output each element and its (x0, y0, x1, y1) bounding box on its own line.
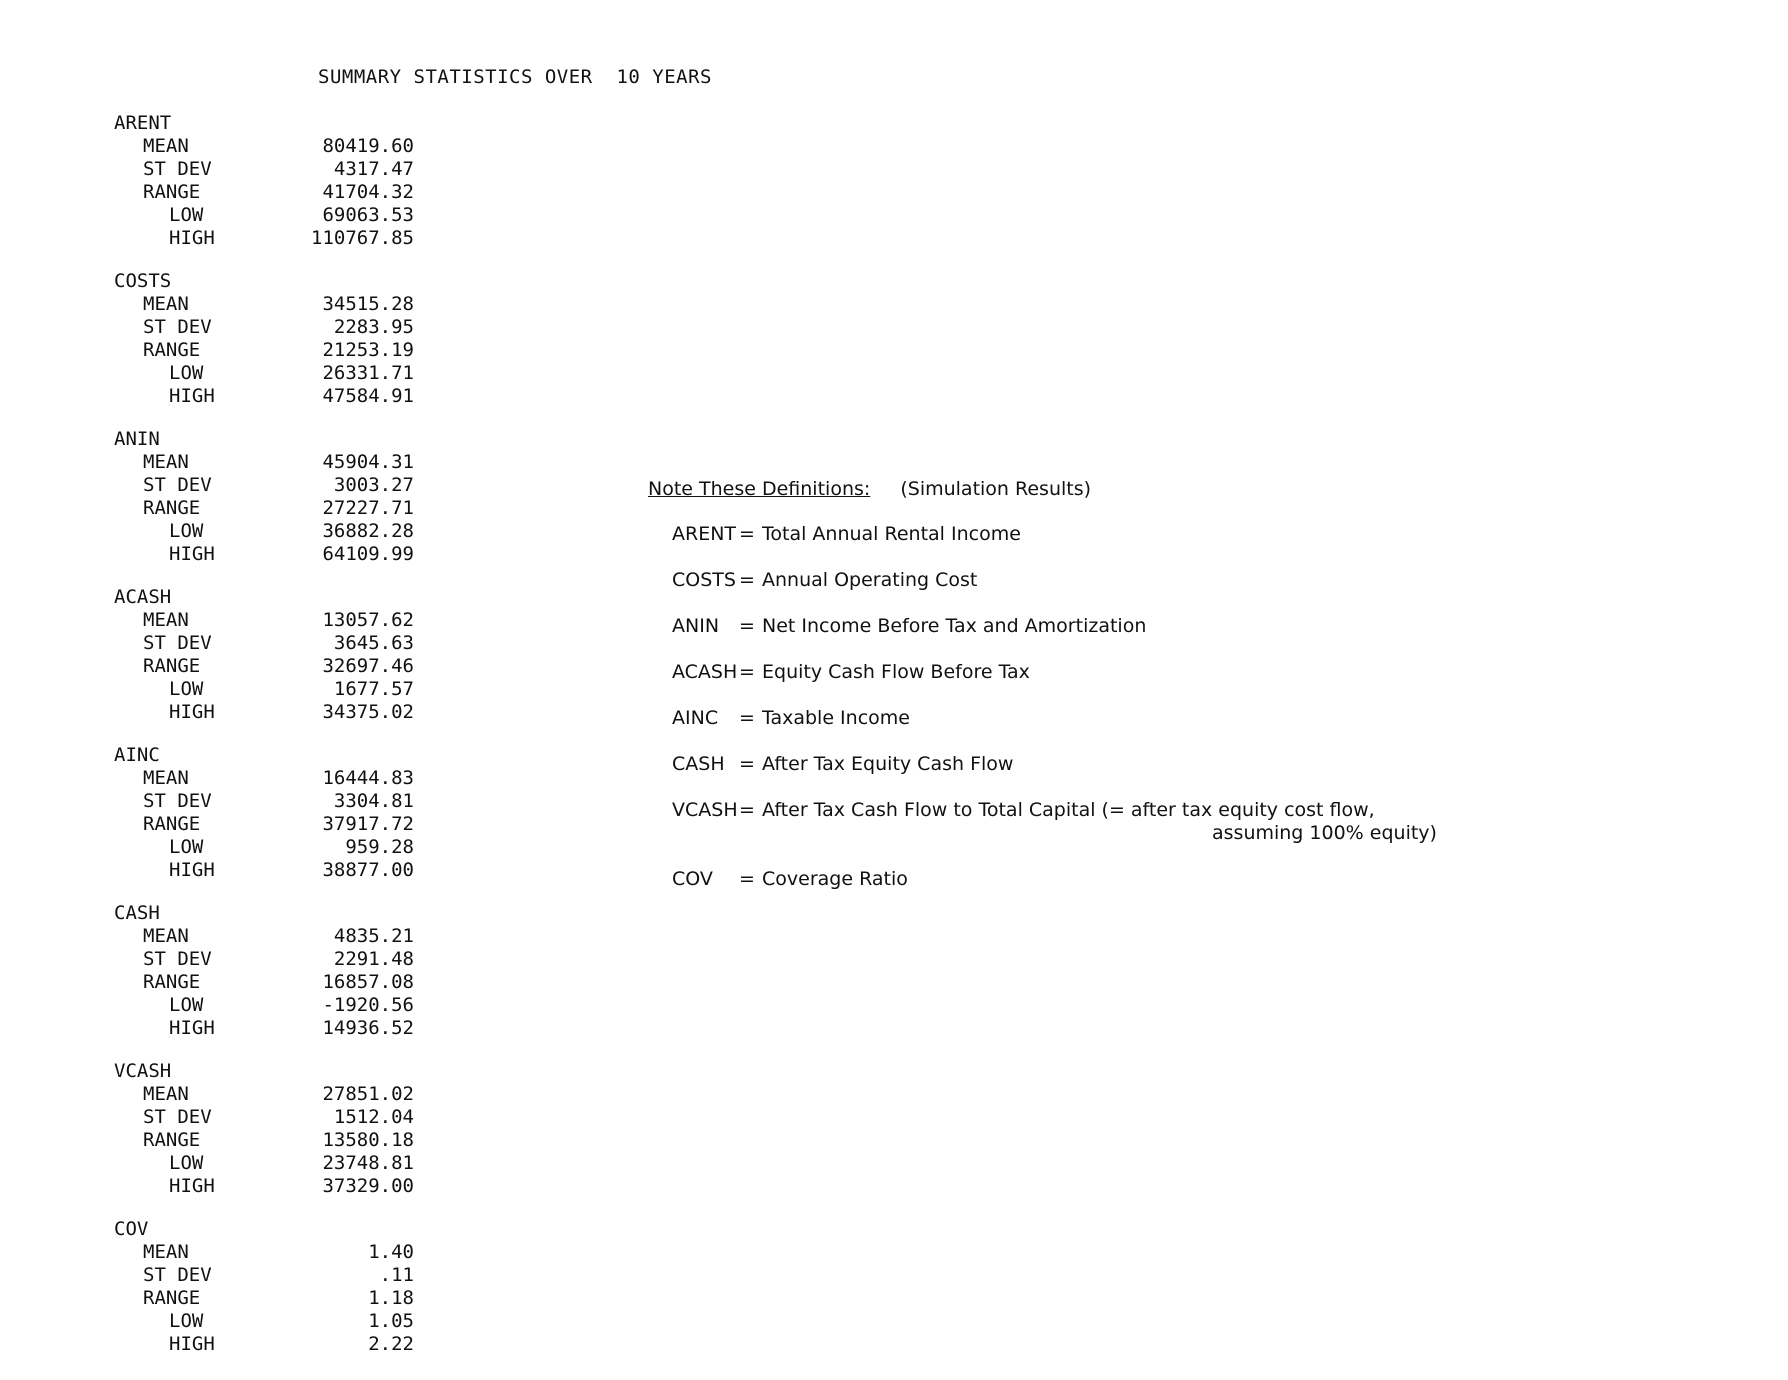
stat-row (114, 1083, 414, 1106)
stat-row (114, 1287, 414, 1310)
stat-value: .11 (379, 1264, 414, 1286)
stat-label: RANGE (143, 971, 201, 993)
definition-abbr: AINC (672, 707, 719, 729)
stat-label: LOW (169, 836, 204, 858)
stat-value: 41704.32 (322, 181, 414, 203)
definition-item (672, 615, 1147, 661)
stat-block (114, 270, 414, 408)
definition-text: Taxable Income (762, 707, 910, 729)
stat-row (114, 451, 414, 474)
stat-row (114, 474, 414, 497)
stat-row (114, 1175, 414, 1198)
stat-label: MEAN (143, 1241, 189, 1263)
stat-value: 2291.48 (333, 948, 414, 970)
stat-row (114, 497, 414, 520)
definition-abbr: CASH (672, 753, 725, 775)
stat-value: 21253.19 (322, 339, 414, 361)
stat-value: 1512.04 (333, 1106, 414, 1128)
stat-row (114, 362, 414, 385)
stat-label: ST DEV (143, 790, 212, 812)
stat-label: LOW (169, 362, 204, 384)
stat-value: 69063.53 (322, 204, 414, 226)
statistics-list (114, 112, 414, 1376)
stat-row (114, 971, 414, 994)
stat-label: ST DEV (143, 474, 212, 496)
definition-abbr: COSTS (672, 569, 736, 591)
stat-value: 47584.91 (322, 385, 414, 407)
stat-block (114, 428, 414, 566)
definition-abbr: ARENT (672, 523, 737, 545)
stat-label: HIGH (169, 1017, 215, 1039)
definition-text: After Tax Equity Cash Flow (762, 753, 1014, 775)
definition-item (672, 753, 1091, 799)
stat-value: 27227.71 (322, 497, 414, 519)
equals-sign: = (739, 615, 755, 637)
stat-row (114, 339, 414, 362)
stat-row (114, 655, 414, 678)
variable-name: ACASH (114, 586, 172, 608)
stat-label: LOW (169, 1152, 204, 1174)
definition-text: Total Annual Rental Income (762, 523, 1021, 545)
stat-value: 2.22 (368, 1333, 414, 1355)
stat-value: 13057.62 (322, 609, 414, 631)
definition-text: Net Income Before Tax and Amortization (762, 615, 1147, 637)
stat-row (114, 948, 414, 971)
stat-label: LOW (169, 204, 204, 226)
definition-item (672, 661, 1091, 707)
stat-label: ST DEV (143, 316, 212, 338)
stat-label: ST DEV (143, 158, 212, 180)
stat-value: 1677.57 (333, 678, 414, 700)
stat-value: 4317.47 (333, 158, 414, 180)
stat-value: 37329.00 (322, 1175, 414, 1197)
definition-abbr: VCASH (672, 799, 738, 821)
variable-name: CASH (114, 902, 160, 924)
stat-label: RANGE (143, 1287, 201, 1309)
stat-row (114, 701, 414, 724)
definition-text-continued: assuming 100% equity) (1212, 822, 1437, 844)
definition-item (672, 799, 1437, 868)
equals-sign: = (739, 523, 755, 545)
stat-label: HIGH (169, 385, 215, 407)
stat-row (114, 632, 414, 655)
stat-value: 27851.02 (322, 1083, 414, 1105)
stat-label: LOW (169, 1310, 204, 1332)
variable-name: AINC (114, 744, 160, 766)
stat-label: RANGE (143, 655, 201, 677)
stat-block (114, 112, 414, 250)
stat-label: HIGH (169, 1175, 215, 1197)
stat-label: RANGE (143, 181, 201, 203)
stat-row (114, 227, 414, 250)
definition-item (672, 707, 1091, 753)
stat-label: ST DEV (143, 632, 212, 654)
equals-sign: = (739, 569, 755, 591)
stat-label: HIGH (169, 543, 215, 565)
stat-row (114, 1241, 414, 1264)
stat-row (114, 1333, 414, 1356)
stat-row (114, 859, 414, 882)
stat-row (114, 181, 414, 204)
stat-row (114, 836, 414, 859)
stat-value: 13580.18 (322, 1129, 414, 1151)
stat-value: 3304.81 (333, 790, 414, 812)
stat-block (114, 586, 414, 724)
stat-block (114, 902, 414, 1040)
definitions-title: Note These Definitions: (648, 478, 871, 500)
definition-item (672, 569, 1091, 615)
stat-row (114, 813, 414, 836)
stat-value: 34515.28 (322, 293, 414, 315)
equals-sign: = (739, 753, 755, 775)
equals-sign: = (739, 707, 755, 729)
stat-row (114, 135, 414, 158)
stat-label: MEAN (143, 451, 189, 473)
stat-row (114, 1152, 414, 1175)
stat-value: 36882.28 (322, 520, 414, 542)
stat-row (114, 790, 414, 813)
stat-row (114, 316, 414, 339)
stat-row (114, 1129, 414, 1152)
stat-label: RANGE (143, 339, 201, 361)
definitions-heading (648, 478, 1091, 500)
stat-block (114, 1218, 414, 1356)
definition-abbr: COV (672, 868, 713, 890)
stat-label: RANGE (143, 1129, 201, 1151)
stat-row (114, 1106, 414, 1129)
stat-value: 32697.46 (322, 655, 414, 677)
stat-value: 2283.95 (333, 316, 414, 338)
stat-value: 1.05 (368, 1310, 414, 1332)
stat-label: LOW (169, 678, 204, 700)
stat-row (114, 994, 414, 1017)
stat-value: 3003.27 (333, 474, 414, 496)
stat-label: ST DEV (143, 1106, 212, 1128)
stat-value: 45904.31 (322, 451, 414, 473)
stat-row (114, 1264, 414, 1287)
stat-value: 110767.85 (311, 227, 414, 249)
stat-value: 16857.08 (322, 971, 414, 993)
stat-label: RANGE (143, 497, 201, 519)
stat-value: 14936.52 (322, 1017, 414, 1039)
stat-row (114, 204, 414, 227)
stat-label: ST DEV (143, 1264, 212, 1286)
stat-label: RANGE (143, 813, 201, 835)
definitions-panel (648, 478, 1437, 914)
stat-row (114, 678, 414, 701)
stat-value: 34375.02 (322, 701, 414, 723)
definition-text: Coverage Ratio (762, 868, 908, 890)
variable-name: ARENT (114, 112, 172, 134)
stat-row (114, 158, 414, 181)
stat-value: 37917.72 (322, 813, 414, 835)
definition-item (672, 868, 1091, 914)
stat-value: 64109.99 (322, 543, 414, 565)
stat-row (114, 293, 414, 316)
stat-value: -1920.56 (322, 994, 414, 1016)
variable-name: COV (114, 1218, 149, 1240)
definitions-list (648, 523, 1437, 914)
stat-row (114, 1017, 414, 1040)
stat-label: MEAN (143, 135, 189, 157)
stat-row (114, 1310, 414, 1333)
stat-row (114, 925, 414, 948)
definition-item (672, 523, 1091, 569)
stat-value: 959.28 (345, 836, 414, 858)
stat-value: 16444.83 (322, 767, 414, 789)
stat-label: MEAN (143, 925, 189, 947)
stat-label: HIGH (169, 227, 215, 249)
stat-block (114, 1060, 414, 1198)
stat-label: MEAN (143, 1083, 189, 1105)
definition-text: Annual Operating Cost (762, 569, 978, 591)
stat-row (114, 767, 414, 790)
definition-abbr: ACASH (672, 661, 738, 683)
variable-name: VCASH (114, 1060, 172, 1082)
stat-value: 1.18 (368, 1287, 414, 1309)
stat-label: MEAN (143, 293, 189, 315)
stat-label: MEAN (143, 767, 189, 789)
equals-sign: = (739, 799, 755, 821)
stat-label: MEAN (143, 609, 189, 631)
stat-value: 38877.00 (322, 859, 414, 881)
stat-row (114, 520, 414, 543)
stat-value: 80419.60 (322, 135, 414, 157)
stat-label: HIGH (169, 859, 215, 881)
stat-value: 23748.81 (322, 1152, 414, 1174)
stat-value: 3645.63 (333, 632, 414, 654)
definitions-subtitle: (Simulation Results) (900, 478, 1092, 500)
variable-name: COSTS (114, 270, 172, 292)
stat-block (114, 744, 414, 882)
equals-sign: = (739, 868, 755, 890)
stat-value: 4835.21 (333, 925, 414, 947)
stat-row (114, 385, 414, 408)
stat-label: HIGH (169, 701, 215, 723)
definition-text: Equity Cash Flow Before Tax (762, 661, 1030, 683)
stat-value: 26331.71 (322, 362, 414, 384)
stat-label: LOW (169, 520, 204, 542)
stat-label: ST DEV (143, 948, 212, 970)
variable-name: ANIN (114, 428, 160, 450)
stat-row (114, 543, 414, 566)
stat-row (114, 609, 414, 632)
definition-abbr: ANIN (672, 615, 720, 637)
stat-label: LOW (169, 994, 204, 1016)
equals-sign: = (739, 661, 755, 683)
stat-value: 1.40 (368, 1241, 414, 1263)
definition-text: After Tax Cash Flow to Total Capital (= after tax equity cost flow, (762, 799, 1375, 821)
stat-label: HIGH (169, 1333, 215, 1355)
page-title: SUMMARY STATISTICS OVER 10 YEARS (318, 66, 712, 88)
